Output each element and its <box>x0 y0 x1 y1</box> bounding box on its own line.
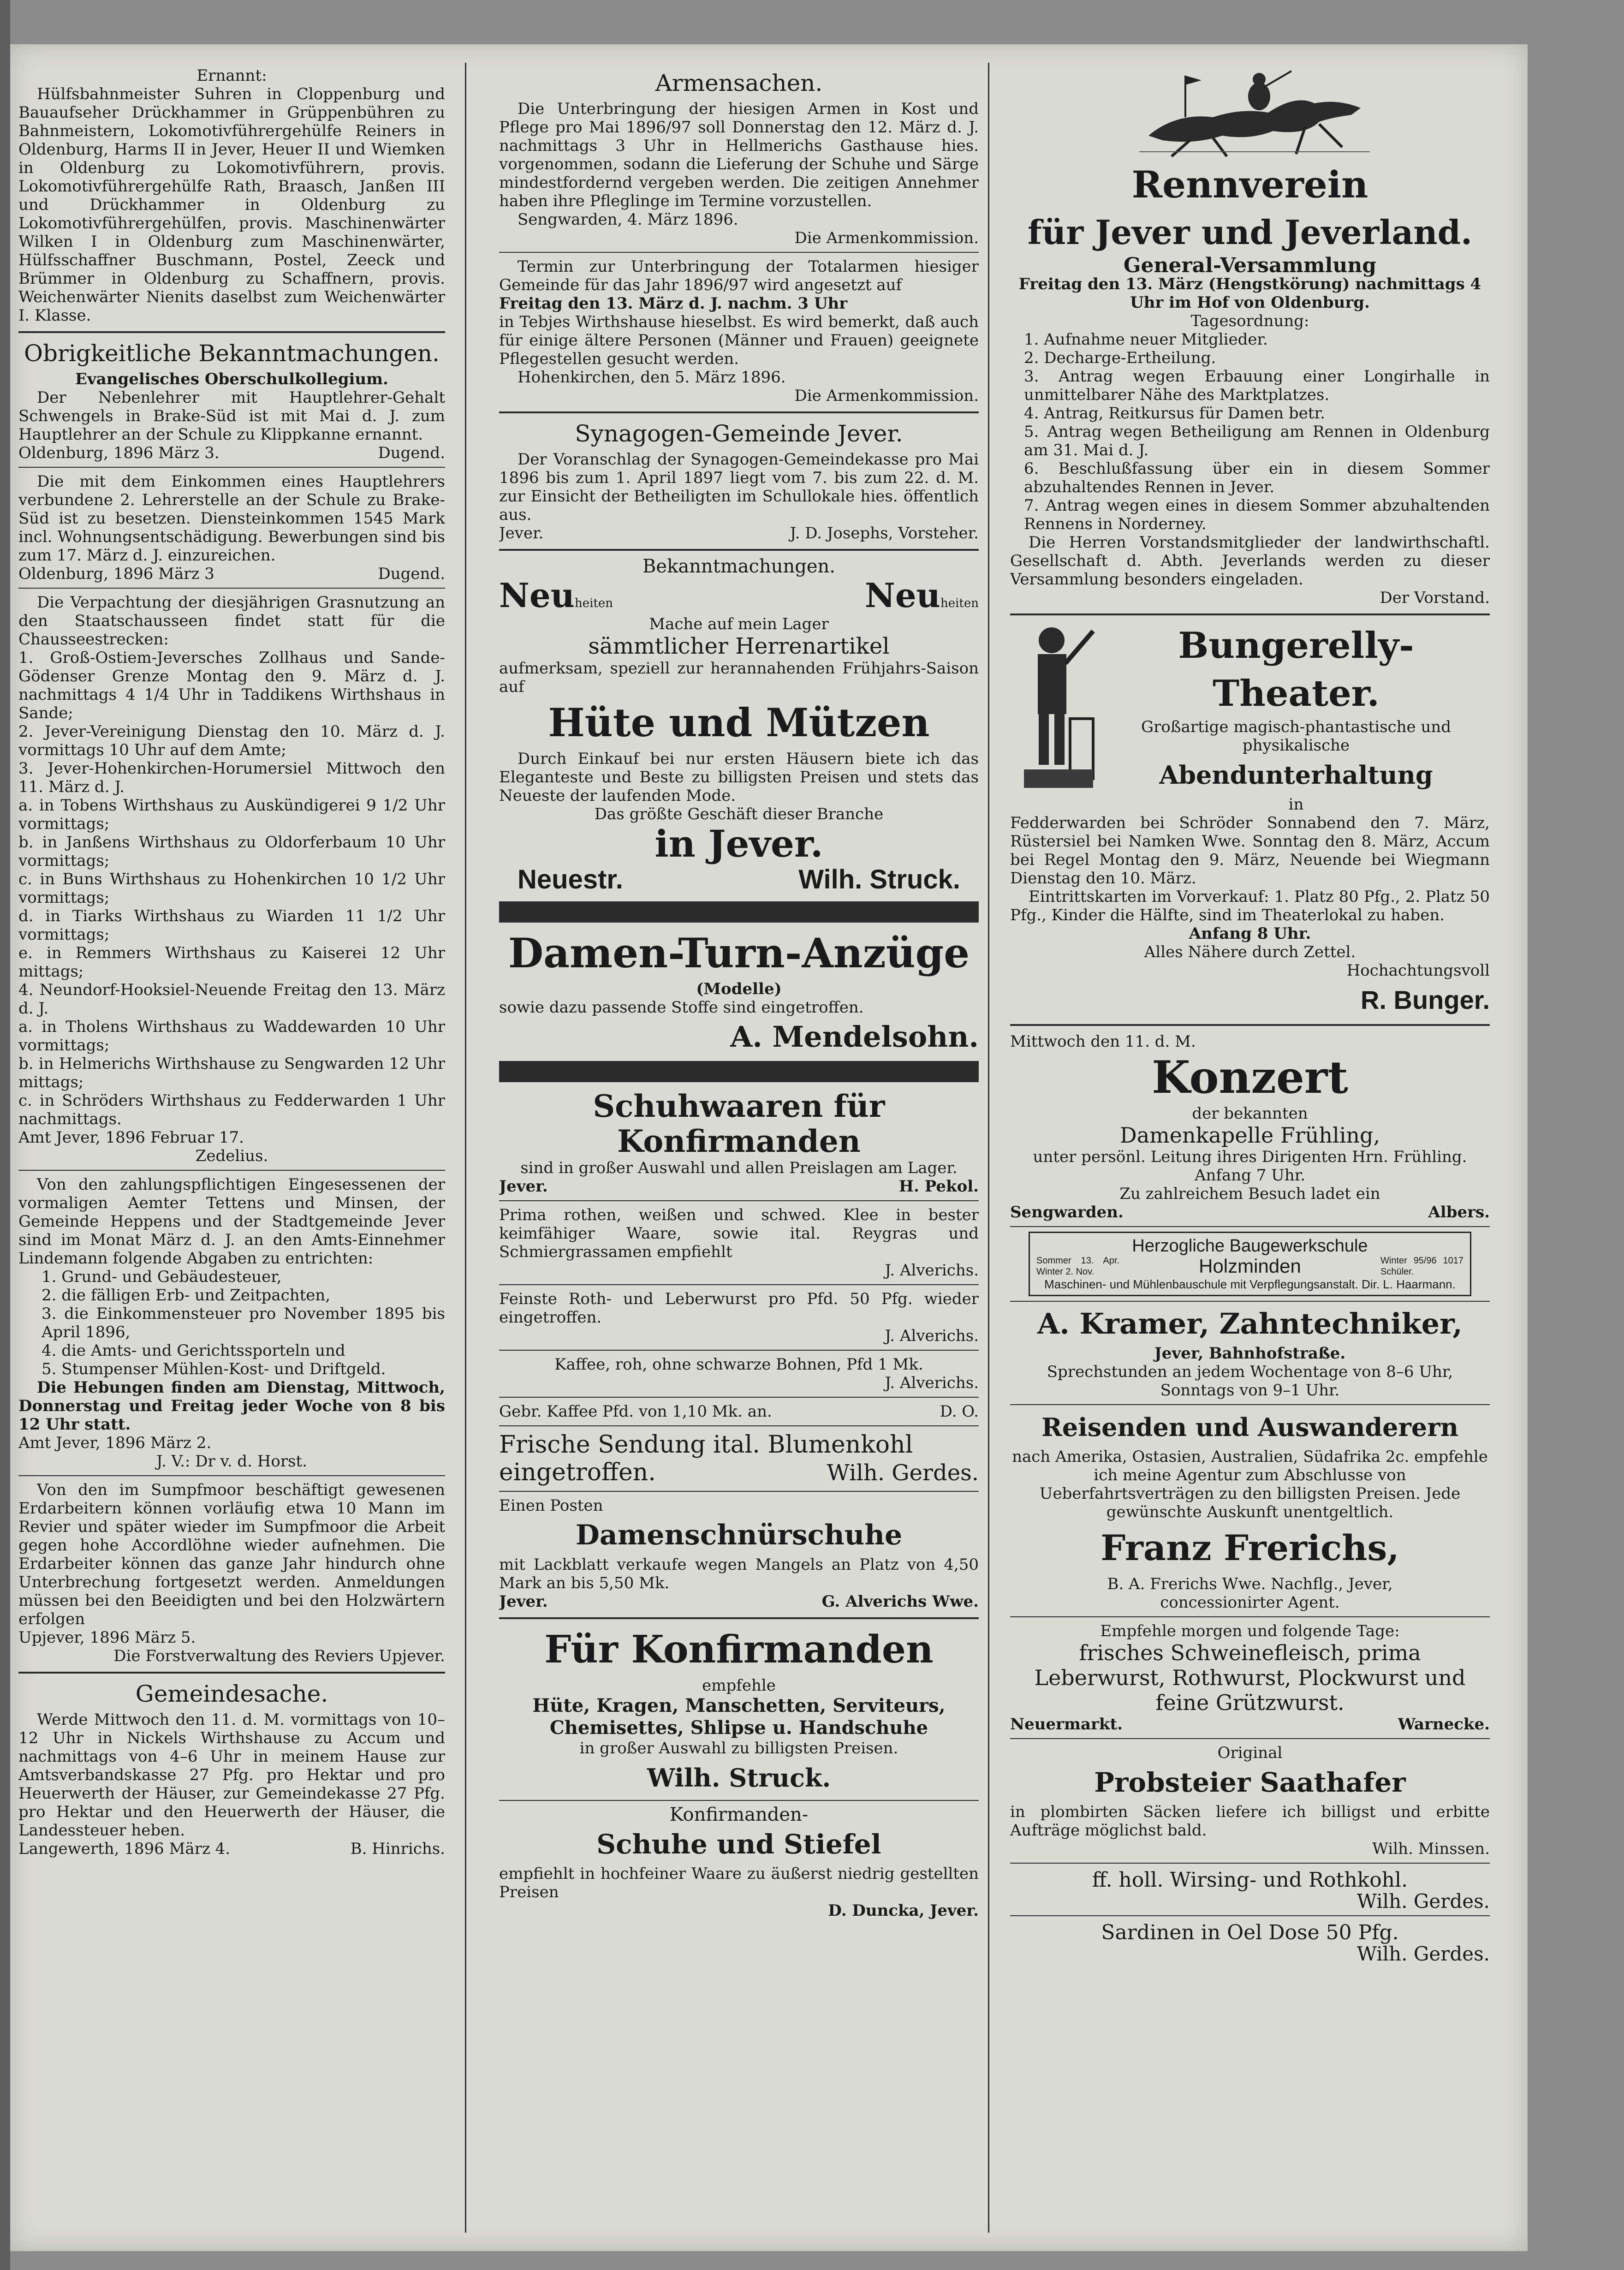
kaffee2-text: Gebr. Kaffee Pfd. von 1,10 Mk. an. <box>499 1402 772 1421</box>
stiefel-title: Schuhe und Stiefel <box>596 1829 881 1860</box>
saat-pre: Original <box>1217 1744 1283 1762</box>
bung-text1: Großartige magisch-phantastische und physikalische <box>1141 718 1451 755</box>
prima-text: Prima rothen, weißen und schwed. Klee in bester keimfähiger Waare, sowie ital. Reygras und Schmiergrassamen empfiehlt <box>499 1206 979 1261</box>
konz-title: Konzert <box>1152 1051 1348 1103</box>
column-1 <box>18 66 445 2233</box>
zahl-bold: Die Hebungen finden am Dienstag, Mittwoch, Donnerstag und Freitag jeder Woche von 8 bis 12 Uhr statt. <box>18 1378 445 1434</box>
schuh-text: sind in großer Auswahl und allen Preislagen am Lager. <box>520 1159 958 1177</box>
neu-addr: Neuestr. <box>518 864 623 894</box>
renn-text: Die Herren Vorstandsmitglieder der landwirthschaftl. Gesellschaft d. Abth. Jeverlands werden zu dieser Versammlung besonders eingeladen. <box>1010 533 1490 589</box>
neu-sup-2: heiten <box>940 596 979 610</box>
list-item: 3. Jever-Hohenkirchen-Horumersiel Mittwoch den 11. März d. J. <box>18 759 445 796</box>
hauptl-date: Oldenburg, 1896 März 3 <box>18 565 214 583</box>
bung-anfang: Anfang 8 Uhr. <box>1189 924 1311 943</box>
hauptl-text: Die mit dem Einkommen eines Hauptlehrers verbundene 2. Lehrerstelle an der Schule zu Brake-Süd ist zu besetzen. Diensteinkommen 1545 Mark incl. Wohnungsentschädigung. Bewerbungen sind bis zum 17. März d. J. einzureichen. <box>18 472 445 565</box>
kaffee-text: Kaffee, roh, ohne schwarze Bohnen, Pfd 1 Mk. <box>554 1355 923 1374</box>
posten-text: Einen Posten <box>499 1496 603 1515</box>
list-item: c. in Buns Wirthshaus zu Hohenkirchen 10 1/2 Uhr vormittags; <box>18 870 445 907</box>
neu-text4: Durch Einkauf bei nur ersten Häusern biete ich das Eleganteste und Beste zu billigsten Preisen und stets das Neueste der laufenden Mode. <box>499 750 979 805</box>
armen1-date: Sengwarden, 4. März 1896. <box>518 210 738 229</box>
bung-zettel: Alles Nähere durch Zettel. <box>1144 943 1356 961</box>
list-item: a. in Tholens Wirthshaus zu Waddewarden 10 Uhr vormittags; <box>18 1018 445 1055</box>
list-item: 2. die fälligen Erb- und Zeitpachten, <box>42 1286 331 1305</box>
neu-firm: Wilh. Struck. <box>798 864 960 894</box>
list-item: 2. Jever-Vereinigung Dienstag den 10. März d. J. vormittags 10 Uhr auf dem Amte; <box>18 722 445 759</box>
column-3 <box>1010 66 1490 2233</box>
list-item: 4. die Amts- und Gerichtssporteln und <box>42 1341 345 1360</box>
saat-sign: Wilh. Minssen. <box>1372 1840 1490 1858</box>
konz-text2: Damenkapelle Frühling, <box>1119 1123 1380 1148</box>
schnur-sign: G. Alverichs Wwe. <box>821 1592 979 1611</box>
stiefel-pre: Konfirmanden- <box>669 1804 809 1825</box>
frer-title: Franz Frerichs, <box>1101 1527 1399 1568</box>
reis-text: nach Amerika, Ostasien, Australien, Südafrika 2c. empfehle ich meine Agentur zum Abschlusse von Ueberfahrtsverträgen zu den billigsten Preisen. Jede gewünschte Auskunft unentgeltlich. <box>1012 1448 1488 1521</box>
stiefel-sign: D. Duncka, Jever. <box>828 1901 979 1920</box>
sard-text: Sardinen in Oel Dose 50 Pfg. <box>1101 1921 1399 1944</box>
prima-sign: J. Alverichs. <box>885 1261 979 1280</box>
obrig-title: Obrigkeitliche Bekanntmachungen. <box>24 340 440 367</box>
renn-title2: für Jever und Jeverland. <box>1027 213 1473 252</box>
schuh-sign: H. Pekol. <box>898 1177 979 1196</box>
neu-text3: aufmerksam, speziell zur herannahenden Frühjahrs-Saison auf <box>499 659 979 696</box>
schuh-title2: Konfirmanden <box>617 1123 861 1159</box>
blumen-sign: Wilh. Gerdes. <box>827 1460 979 1486</box>
list-item: d. in Tiarks Wirthshaus zu Wiarden 11 1/2 Uhr vormittags; <box>18 907 445 944</box>
bung-text3: Eintrittskarten im Vorverkauf: 1. Platz 80 Pfg., 2. Platz 50 Pfg., Kinder die Hälfte, sind im Theaterlokal zu haben. <box>1010 888 1490 924</box>
bau-left: Sommer 13. Apr. Winter 2. Nov. <box>1036 1256 1119 1277</box>
armen2-bold: Freitag den 13. März d. J. nachm. 3 Uhr <box>499 294 848 313</box>
bung-title1: Bungerelly- <box>1178 625 1414 667</box>
kaffee2-sign: D. O. <box>940 1402 979 1421</box>
renn-title1: Rennverein <box>1131 163 1368 206</box>
neu-heading <box>499 576 979 615</box>
schuh-place: Jever. <box>499 1177 548 1196</box>
gras-date: Amt Jever, 1896 Februar 17. <box>18 1128 244 1147</box>
wurst-text: Feinste Roth- und Leberwurst pro Pfd. 50 Pfg. wieder eingetroffen. <box>499 1290 979 1327</box>
list-item: 5. Antrag wegen Betheiligung am Rennen in Oldenburg am 31. Mai d. J. <box>1024 423 1490 459</box>
divider-bar <box>499 901 979 923</box>
list-item: 1. Groß-Ostiem-Jeversches Zollhaus und Sande-Gödenser Grenze Montag den 9. März d. J. nachmittags 4 1/4 Uhr in Taddikens Wirthshaus in Sande; <box>18 649 445 722</box>
moor-date: Upjever, 1896 März 5. <box>18 1628 196 1647</box>
schw-place: Neuermarkt. <box>1010 1715 1123 1734</box>
renn-list <box>1010 330 1490 533</box>
bunger-ad <box>1010 622 1490 814</box>
list-item: a. in Tobens Wirthshaus zu Auskündigerei 9 1/2 Uhr vormittags; <box>18 796 445 833</box>
ernannt-text: Hülfsbahnmeister Suhren in Cloppenburg und Bauaufseher Drückhammer in Grüppenbühren zu Bahnmeistern, Lokomotivführergehülfe Reiners in Oldenburg, Harms II in Jever, Heuer II und Wiemken in Oldenburg zu Lokomotivführern, provis. Lokomotivführergehülfe Rath, Braasch, Janßen III und Drückhammer in Oldenburg zu Lokomotivführergehülfen, provis. Maschinenwärter Wilken I in Oldenburg zum Maschinenwärter, Hülfsschaffner Buschmann, Postel, Zeeck und Brümmer in Oldenburg zu Schaffnern, provis. Weichenwärter Nienits daselbst zum Weichenwärter I. Klasse. <box>18 85 445 325</box>
saat-text: in plombirten Säcken liefere ich billigst und erbitte Aufträge möglichst bald. <box>1010 1803 1490 1840</box>
konz-place: Sengwarden. <box>1010 1203 1124 1221</box>
syn-sign: J. D. Josephs, Vorsteher. <box>790 524 979 542</box>
zahl-list <box>18 1268 445 1378</box>
zahl-sign: J. V.: Dr v. d. Horst. <box>156 1452 308 1471</box>
list-item: 5. Stumpenser Mühlen-Kost- und Driftgeld. <box>42 1360 386 1378</box>
kramer-addr: Jever, Bahnhofstraße. <box>1154 1344 1346 1363</box>
bau-right: Winter 95/96 1017 Schüler. <box>1380 1256 1463 1277</box>
gem-text: Werde Mittwoch den 11. d. M. vormittags von 10–12 Uhr in Nickels Wirthshause zu Accum und nachmittags von 4–6 Uhr in meinem Hause zur Amtsverbandskasse 27 Pfg. pro Hektar und pro Heuerwerth der Häuser, zur Gemeindekasse 27 Pfg. pro Hektar und den Heuerwerth der Häuser, die Landessteuer heben. <box>18 1710 445 1840</box>
konf-text3: in großer Auswahl zu billigsten Preisen. <box>579 1739 898 1758</box>
gem-date: Langewerth, 1896 März 4. <box>18 1840 231 1858</box>
list-item: 3. Antrag wegen Erbauung einer Longirhalle in unmittelbarer Nähe des Marktplatzes. <box>1024 367 1490 404</box>
list-item: 7. Antrag wegen eines in diesem Sommer abzuhaltenden Rennens in Norderney. <box>1024 496 1490 533</box>
sard-sign: Wilh. Gerdes. <box>1356 1942 1490 1965</box>
zahl-date: Amt Jever, 1896 März 2. <box>18 1434 212 1452</box>
wurst-sign: J. Alverichs. <box>885 1327 979 1345</box>
hauptl-sign: Dugend. <box>378 565 445 583</box>
divider-bar <box>499 1061 979 1082</box>
konf-text2: Hüte, Kragen, Manschetten, Serviteurs, Chemisettes, Shlipse u. Handschuhe <box>532 1695 946 1739</box>
list-item: 3. die Einkommensteuer pro November 1895 bis April 1896, <box>42 1305 445 1341</box>
bung-title2: Theater. <box>1213 673 1380 715</box>
damen-title: Damen-Turn-Anzüge <box>508 929 970 977</box>
armen2-text: Termin zur Unterbringung der Totalarmen hiesiger Gemeinde für das Jahr 1896/97 wird angesetzt auf <box>499 257 979 294</box>
frer-text: B. A. Frerichs Wwe. Nachflg., Jever, <box>1107 1575 1393 1593</box>
konz-date: Mittwoch den 11. d. M. <box>1010 1032 1196 1051</box>
moor-sign: Die Forstverwaltung des Reviers Upjever. <box>113 1647 445 1665</box>
list-item: b. in Janßens Wirthshaus zu Oldorferbaum 10 Uhr vormittags; <box>18 833 445 870</box>
column-divider <box>988 63 989 2233</box>
konz-sign: Albers. <box>1428 1203 1490 1221</box>
syn-text: Der Voranschlag der Synagogen-Gemeindekasse pro Mai 1896 bis zum 1. April 1897 liegt vom 7. bis zum 22. d. M. zur Einsicht der Betheiligten im Schullokale hies. öffentlich aus. <box>499 450 979 524</box>
list-item: 4. Antrag, Reitkursus für Damen betr. <box>1024 404 1325 423</box>
gem-sign: B. Hinrichs. <box>350 1840 445 1858</box>
ernannt-title: Ernannt: <box>196 66 267 85</box>
stiefel-text: empfiehlt in hochfeiner Waare zu äußerst niedrig gestellten Preisen <box>499 1865 979 1901</box>
magician-icon <box>1010 622 1102 797</box>
konz-text4: Zu zahlreichem Besuch ladet ein <box>1119 1185 1380 1203</box>
frer-text2: concessionirter Agent. <box>1160 1593 1340 1612</box>
list-item: e. in Remmers Wirthshaus zu Kaiserei 12 Uhr mittags; <box>18 944 445 981</box>
gras-list <box>18 649 445 1128</box>
newspaper-page <box>10 44 1528 2251</box>
konf-sign: Wilh. Struck. <box>647 1763 831 1793</box>
column-2 <box>499 66 979 2233</box>
in-jever: in Jever. <box>654 822 823 865</box>
konf-title: Für Konfirmanden <box>544 1627 934 1672</box>
list-item: c. in Schröders Wirthshaus zu Fedderwarden 1 Uhr nachmittags. <box>18 1091 445 1128</box>
syn-place: Jever. <box>499 524 544 542</box>
bau-title: Herzogliche Baugewerkschule <box>1132 1236 1368 1256</box>
baugewerkschule-box <box>1029 1232 1471 1296</box>
bung-text2: Fedderwarden bei Schröder Sonnabend den 7. März, Rüstersiel bei Namken Wwe. Sonntag den 8. März, Accum bei Regel Montag den 9. März, Neuende bei Wiegmann Dienstag den 10. März. <box>1010 814 1490 888</box>
neu-text5: Das größte Geschäft dieser Branche <box>594 805 884 823</box>
schnur-title: Damenschnürschuhe <box>575 1519 903 1551</box>
syn-title: Synagogen-Gemeinde Jever. <box>575 420 903 447</box>
reis-title: Reisenden und Auswanderern <box>1041 1412 1458 1442</box>
kohl-text: ff. holl. Wirsing- und Rothkohl. <box>1092 1868 1408 1892</box>
schuh-title1: Schuhwaaren für <box>593 1088 885 1124</box>
neu-left: Neu <box>499 576 575 615</box>
list-item: b. in Helmerichs Wirthshause zu Sengwarden 12 Uhr mittags; <box>18 1055 445 1091</box>
bung-hoch: Hochachtungsvoll <box>1346 961 1490 980</box>
damen-sub: (Modelle) <box>696 980 782 998</box>
konz-anfang: Anfang 7 Uhr. <box>1194 1166 1306 1185</box>
ober-text: Der Nebenlehrer mit Hauptlehrer-Gehalt Schwengels in Brake-Süd ist mit Mai d. J. zum Hauptlehrer an der Schule zu Klippkanne ernannt. <box>18 388 445 444</box>
page-edge <box>0 0 10 2270</box>
horse-race-illustration <box>1010 66 1490 161</box>
moor-text: Von den im Sumpfmoor beschäftigt gewesenen Erdarbeitern können vorläufig etwa 10 Mann im Revier und später wieder im Sumpfmoor die Arbeit gegen hohe Accordlöhne wieder aufnehmen. Die Erdarbeiter können das ganze Jahr hindurch ohne Unterbrechung fortgesetzt werden. Anmeldungen müssen bei den Beeidigten und bei den Holzwärtern erfolgen <box>18 1481 445 1628</box>
damen-text: sowie dazu passende Stoffe sind eingetroffen. <box>499 998 864 1017</box>
bung-sign: R. Bunger. <box>1360 985 1490 1014</box>
kaffee-sign: J. Alverichs. <box>885 1374 979 1392</box>
renn-sign: Der Vorstand. <box>1380 589 1490 607</box>
neu-footer <box>499 864 979 895</box>
gras-text: Die Verpachtung der diesjährigen Grasnutzung an den Staatschausseen findet statt für die Chausseestrecken: <box>18 593 445 649</box>
neu-sup: heiten <box>574 596 613 610</box>
armen2-date: Hohenkirchen, den 5. März 1896. <box>518 368 786 387</box>
list-item: 6. Beschlußfassung über ein in diesem Sommer abzuhaltendes Rennen in Jever. <box>1024 459 1490 496</box>
ober-date: Oldenburg, 1896 März 3. <box>18 444 220 462</box>
neu-text1: Mache auf mein Lager <box>649 615 829 633</box>
list-item: 4. Neundorf-Hooksiel-Neuende Freitag den 13. März d. J. <box>18 981 445 1018</box>
ober-sign: Dugend. <box>378 444 445 462</box>
huete-title: Hüte und Mützen <box>548 700 930 745</box>
schnur-place: Jever. <box>499 1592 548 1611</box>
blumen-text1: Frische Sendung ital. Blumenkohl <box>499 1431 913 1459</box>
armen1-sign: Die Armenkommission. <box>794 229 979 247</box>
konf-text1: empfehle <box>702 1676 776 1695</box>
schnur-text: mit Lackblatt verkaufe wegen Mangels an Platz von 4,50 Mark an bis 5,50 Mk. <box>499 1555 979 1592</box>
armen-title: Armensachen. <box>655 70 823 96</box>
schw-text2: frisches Schweinefleisch, prima Leberwurst, Rothwurst, Plockwurst und feine Grützwurst. <box>1034 1640 1466 1715</box>
column-divider <box>465 63 466 2233</box>
list-item: 2. Decharge-Ertheilung. <box>1024 349 1216 367</box>
armen2-sign: Die Armenkommission. <box>794 387 979 405</box>
konz-text1: der bekannten <box>1192 1104 1308 1123</box>
blumen-text2: eingetroffen. <box>499 1459 656 1486</box>
kramer-title: A. Kramer, Zahntechniker, <box>1037 1307 1463 1341</box>
renn-tag: Tagesordnung: <box>1190 312 1309 330</box>
renn-date: Freitag den 13. März (Hengstkörung) nachmittags 4 Uhr im Hof von Oldenburg. <box>1018 275 1481 312</box>
zahl-text: Von den zahlungspflichtigen Eingesessenen der vormaligen Aemter Tettens und Minsen, der Gemeinde Heppens und der Stadtgemeinde Jever sind im Monat März d. J. an den Amts-Einnehmer Lindemann folgende Abgaben zu entrichten: <box>18 1175 445 1268</box>
kramer-text: Sprechstunden an jedem Wochentage von 8–6 Uhr, Sonntags von 9–1 Uhr. <box>1047 1363 1453 1400</box>
armen2-text2: in Tebjes Wirthshause hieselbst. Es wird bemerkt, daß auch für einige ältere Personen (Männer und Frauen) geeignete Pflegestellen gesucht werden. <box>499 313 979 368</box>
schw-sign: Warnecke. <box>1398 1715 1490 1734</box>
saat-title: Probsteier Saathafer <box>1094 1767 1406 1798</box>
list-item: 1. Grund- und Gebäudesteuer, <box>42 1268 282 1286</box>
bung-title3: Abendunterhaltung <box>1159 760 1433 790</box>
konz-text3: unter persönl. Leitung ihres Dirigenten Hrn. Frühling. <box>1033 1148 1467 1166</box>
armen1-text: Die Unterbringung der hiesigen Armen in Kost und Pflege pro Mai 1896/97 soll Donnerstag den 12. März d. J. nachmittags 3 Uhr in Hellmerichs Gasthause hies. vorgenommen, sodann die Lieferung der Schuhe und Särge mindestfordernd vergeben werden. Die zeitigen Annehmer haben ihre Pfleglinge im Termine vorzustellen. <box>499 100 979 210</box>
ober-title: Evangelisches Oberschulkollegium. <box>75 370 388 388</box>
schw-text1: Empfehle morgen und folgende Tage: <box>1100 1622 1400 1640</box>
gras-sign: Zedelius. <box>195 1147 268 1165</box>
bau-text: Maschinen- und Mühlenbauschule mit Verpflegungsanstalt. Dir. L. Haarmann. <box>1044 1277 1456 1291</box>
bau-city: Holzminden <box>1199 1255 1301 1277</box>
gem-title: Gemeindesache. <box>135 1680 328 1707</box>
list-item: 1. Aufnahme neuer Mitglieder. <box>1024 330 1268 349</box>
neu-text2: sämmtlicher Herrenartikel <box>588 633 890 659</box>
kohl-sign: Wilh. Gerdes. <box>1356 1890 1490 1913</box>
horse-rider-icon <box>1121 66 1379 159</box>
magician-figure <box>1010 622 1102 814</box>
damen-sign: A. Mendelsohn. <box>730 1020 979 1054</box>
bek-title: Bekanntmachungen. <box>642 556 835 577</box>
bung-in: in <box>1288 795 1304 814</box>
neu-right: Neu <box>865 576 940 615</box>
renn-sub: General-Versammlung <box>1123 254 1377 277</box>
